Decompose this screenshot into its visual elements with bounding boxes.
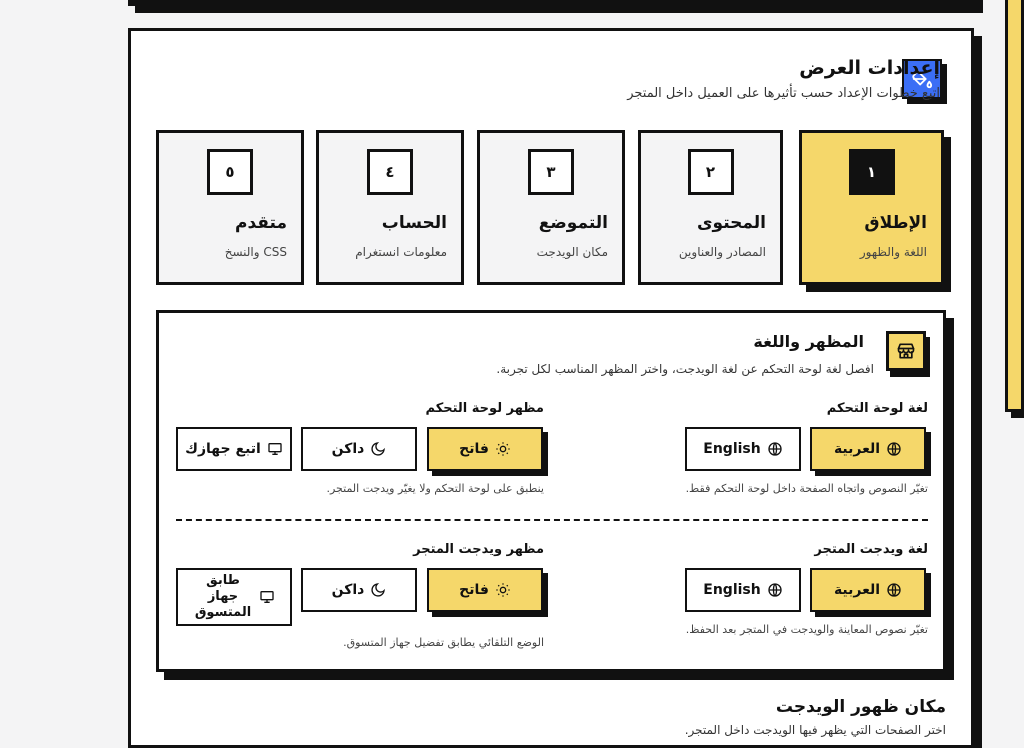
step-launch[interactable] [799, 130, 944, 285]
step-description: اللغة والظهور [859, 245, 927, 259]
option-label: English [703, 441, 761, 457]
step-title: الحساب [381, 213, 447, 233]
step-number: ٤ [367, 149, 413, 195]
widget-language-arabic-button[interactable] [810, 568, 926, 612]
step-number: ١ [849, 149, 895, 195]
globe-icon [767, 582, 783, 598]
option-label: فاتح [459, 582, 489, 598]
step-title: التموضع [538, 213, 608, 233]
globe-icon [886, 441, 902, 457]
placement-title: مكان ظهور الويدجت [775, 697, 946, 717]
widget-theme-label: مظهر ويدجت المتجر [413, 542, 544, 557]
dashboard-language-hint: تغيّر النصوص واتجاه الصفحة داخل لوحة التحكم فقط. [685, 482, 928, 495]
step-title: متقدم [235, 213, 287, 233]
step-description: المصادر والعناوين [678, 245, 766, 259]
globe-icon [886, 582, 902, 598]
section-subtitle: افصل لغة لوحة التحكم عن لغة الويدجت، واختر المظهر المناسب لكل تجربة. [496, 362, 874, 376]
step-content[interactable] [638, 130, 783, 285]
step-title: المحتوى [696, 213, 766, 233]
dashboard-theme-light-button[interactable] [427, 427, 543, 471]
option-label: طابق جهاز المتسوق [194, 572, 252, 621]
page-title: إعدادات العرض [799, 57, 940, 79]
placement-subtitle: اختر الصفحات التي يظهر فيها الويدجت داخل المتجر. [684, 723, 946, 737]
option-label: اتبع جهازك [185, 441, 261, 457]
side-panel-edge [1005, 0, 1024, 412]
option-label: داكن [331, 441, 365, 457]
step-title: الإطلاق [864, 213, 927, 233]
dashboard-language-label: لغة لوحة التحكم [826, 401, 928, 416]
monitor-icon [267, 441, 283, 457]
widget-theme-shopper-device-button[interactable] [176, 568, 292, 626]
step-account[interactable] [316, 130, 464, 285]
dashboard-language-english-button[interactable] [685, 427, 801, 471]
widget-language-label: لغة ويدجت المتجر [814, 542, 928, 557]
dashboard-theme-system-button[interactable] [176, 427, 292, 471]
section-divider [176, 519, 928, 521]
option-label: فاتح [459, 441, 489, 457]
dashboard-theme-dark-button[interactable] [301, 427, 417, 471]
page-subtitle: اتبع خطوات الإعداد حسب تأثيرها على العميل داخل المتجر [627, 86, 940, 101]
dashboard-theme-label: مظهر لوحة التحكم [425, 401, 544, 416]
widget-theme-light-button[interactable] [427, 568, 543, 612]
moon-icon [370, 441, 386, 457]
dashboard-language-arabic-button[interactable] [810, 427, 926, 471]
option-label: English [703, 582, 761, 598]
option-label: العربية [833, 441, 881, 457]
section-title: المظهر واللغة [753, 332, 864, 351]
globe-icon [767, 441, 783, 457]
top-card-edge [128, 0, 976, 6]
step-number: ٣ [528, 149, 574, 195]
step-number: ٥ [207, 149, 253, 195]
step-description: معلومات انستغرام [355, 245, 447, 259]
widget-theme-dark-button[interactable] [301, 568, 417, 612]
step-placement[interactable] [477, 130, 625, 285]
option-label: العربية [833, 582, 881, 598]
step-advanced[interactable] [156, 130, 304, 285]
step-description: مكان الويدجت [536, 245, 608, 259]
monitor-icon [259, 589, 275, 605]
step-description: CSS والنسخ [224, 245, 287, 259]
widget-theme-hint: الوضع التلقائي يطابق تفضيل جهاز المتسوق. [343, 636, 544, 649]
option-label: داكن [331, 582, 365, 598]
widget-language-english-button[interactable] [685, 568, 801, 612]
moon-icon [370, 582, 386, 598]
dashboard-theme-hint: ينطبق على لوحة التحكم ولا يغيّر ويدجت المتجر. [326, 482, 544, 495]
widget-language-hint: تغيّر نصوص المعاينة والويدجت في المتجر بعد الحفظ. [685, 623, 928, 636]
sun-icon [495, 582, 511, 598]
sun-icon [495, 441, 511, 457]
store-icon [886, 331, 926, 371]
step-number: ٢ [688, 149, 734, 195]
